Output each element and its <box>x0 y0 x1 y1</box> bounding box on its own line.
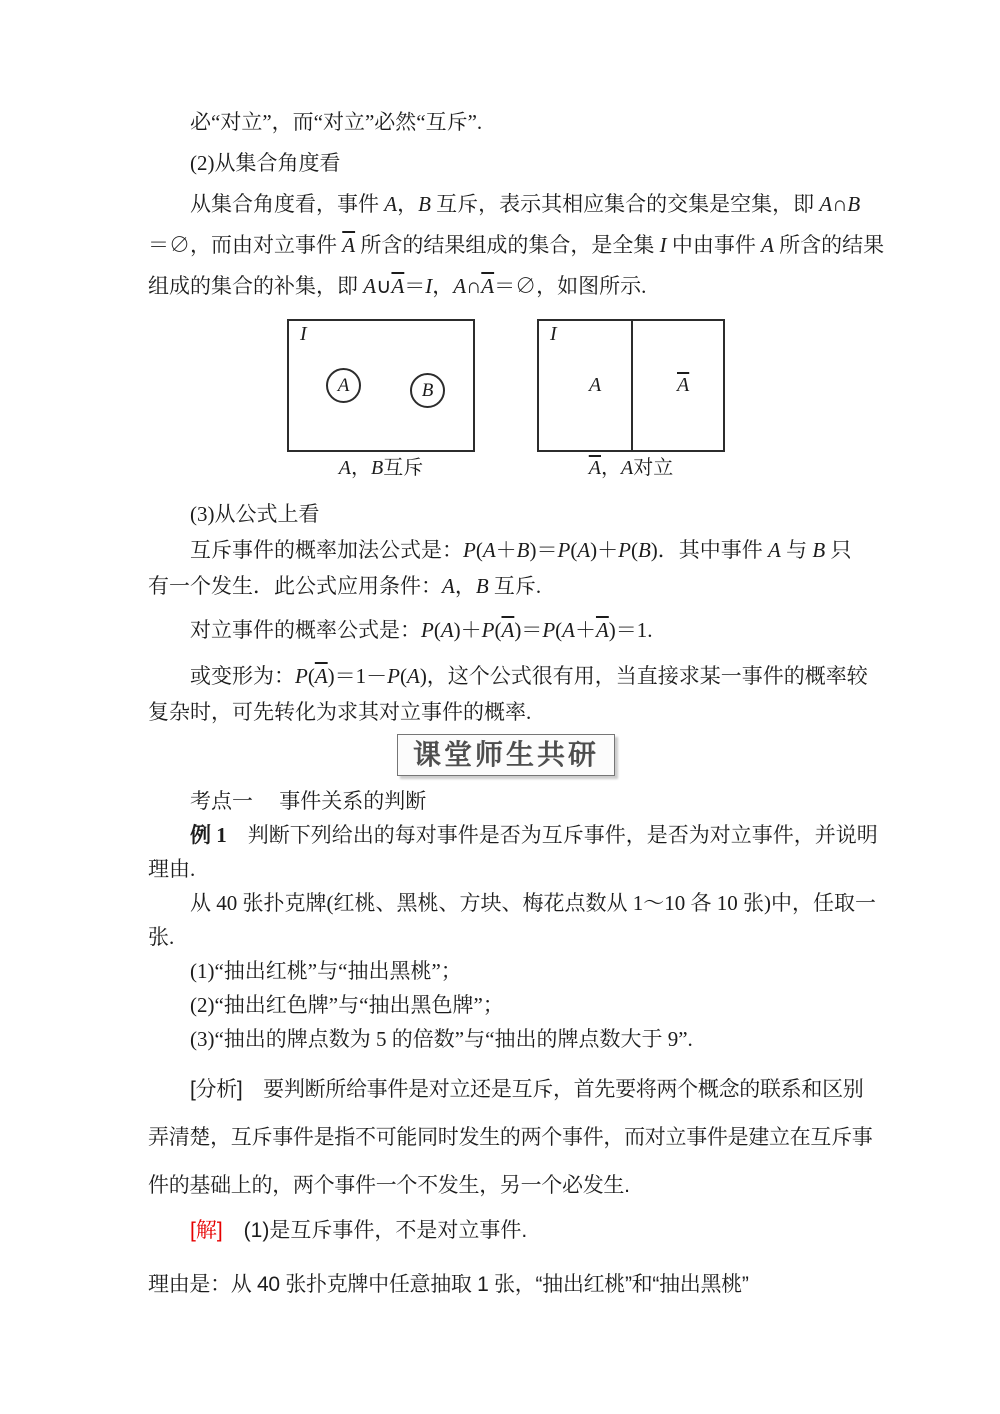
text-segment: P <box>463 538 476 562</box>
page-content <box>148 0 885 1305</box>
text-line <box>148 225 885 266</box>
example-section <box>148 784 878 1056</box>
text-segment: ∩ <box>832 192 848 216</box>
text-segment: ， <box>432 274 454 298</box>
text-segment: 弄清楚，互斥事件是指不可能同时发生的两个事件，而对立事件是建立在互斥事 <box>148 1126 873 1149</box>
text-segment: A <box>406 664 420 688</box>
text-segment: B <box>371 457 384 479</box>
text-segment: )＝ <box>514 618 543 642</box>
text-segment: )＝ <box>529 538 558 562</box>
universe-box-left <box>287 319 475 452</box>
intro-section <box>148 102 885 307</box>
text-segment: P <box>295 664 308 688</box>
text-segment: 中由事件 <box>666 233 762 257</box>
text-segment: 张. <box>148 925 175 949</box>
text-segment: $\overline{A}$ <box>342 233 356 257</box>
text-segment: (1)是互斥事件，不是对立事件. <box>222 1219 528 1242</box>
text-line <box>148 658 868 694</box>
text-segment: P <box>557 538 571 562</box>
text-segment: A <box>338 457 351 479</box>
text-segment: (3)从公式上看 <box>190 502 320 526</box>
text-line <box>148 1066 864 1114</box>
text-line <box>148 143 864 184</box>
text-segment: ( <box>570 538 578 562</box>
text-line <box>148 1022 864 1056</box>
text-segment: (2)“抽出红色牌”与“抽出黑色牌”； <box>190 993 504 1017</box>
text-segment: A <box>761 233 774 257</box>
text-line <box>148 532 864 568</box>
text-segment: B <box>418 192 431 216</box>
text-segment: $\overline{A}$ <box>501 618 515 642</box>
text-segment: A <box>363 274 377 298</box>
text-segment: A <box>442 574 455 598</box>
text-segment: B <box>475 574 489 598</box>
text-segment: ( <box>475 538 483 562</box>
text-line <box>148 694 864 730</box>
text-segment: A <box>621 457 634 479</box>
text-segment: 有一个发生．此公式应用条件： <box>148 574 442 598</box>
universe-label: I <box>550 323 557 345</box>
text-segment: (2)从集合角度看 <box>190 151 341 175</box>
text-segment: $\overline{A}$ <box>391 274 405 298</box>
set-a-circle: A <box>326 368 361 403</box>
text-segment: ( <box>494 618 502 642</box>
text-segment: 互斥 <box>383 457 424 479</box>
text-segment: ＝∅，而由对立事件 <box>148 233 343 257</box>
analysis-section <box>148 1066 873 1210</box>
text-line <box>148 1114 873 1162</box>
text-segment: P <box>481 618 495 642</box>
text-segment: 互斥事件的概率加法公式是： <box>190 538 463 562</box>
text-segment: $\overline{A}$ <box>595 618 609 642</box>
text-segment: A <box>453 274 467 298</box>
text-line <box>148 920 864 954</box>
section-banner: 课堂师生共研 <box>397 734 615 776</box>
text-segment: B <box>637 538 651 562</box>
text-segment: P <box>421 618 434 642</box>
text-segment: )，这个公式很有用，当直接求某一事件的概率较 <box>419 664 868 688</box>
text-segment: )＋ <box>453 618 482 642</box>
text-segment: 考点一 事件关系的判断 <box>190 789 427 813</box>
text-line <box>148 954 864 988</box>
text-line <box>148 988 864 1022</box>
text-segment: $\overline{A}$ <box>481 274 495 298</box>
text-segment: I <box>659 233 667 257</box>
text-segment: 组成的集合的补集，即 <box>148 274 364 298</box>
text-segment: P <box>542 618 556 642</box>
text-segment: B <box>516 538 530 562</box>
text-segment: $\overline{A}$ <box>314 664 328 688</box>
text-segment: A <box>768 538 781 562</box>
text-segment: ， <box>351 457 371 479</box>
text-line <box>148 568 864 604</box>
text-segment: A <box>482 538 496 562</box>
text-segment: )．其中事件 <box>650 538 769 562</box>
text-segment: 例 1 <box>190 823 227 847</box>
text-segment: ( <box>307 664 315 688</box>
formula-section <box>148 496 868 730</box>
text-segment: ( <box>630 538 638 562</box>
text-segment: 判断下列给出的每对事件是否为互斥事件，是否为对立事件，并说明 <box>226 823 878 847</box>
text-segment: A <box>562 618 575 642</box>
text-segment: 所含的结果组成的集合，是全集 <box>355 233 660 257</box>
text-segment: )＝1－ <box>327 664 388 688</box>
text-segment: 必“对立”，而“对立”必然“互斥”. <box>190 110 483 134</box>
set-b-circle: B <box>410 373 445 408</box>
text-segment: ＝ <box>404 274 426 298</box>
text-segment: ， <box>454 574 476 598</box>
text-segment: 所含的结果 <box>773 233 885 257</box>
text-line <box>148 818 878 852</box>
figure-caption-mutually-exclusive <box>287 454 475 482</box>
text-segment: 互斥. <box>488 574 542 598</box>
text-segment: P <box>387 664 400 688</box>
text-segment: 从 40 张扑克牌(红桃、黑桃、方块、梅花点数从 1～10 各 10 张)中，任取一 <box>190 891 876 915</box>
solution-section <box>148 1210 864 1305</box>
text-line <box>148 496 864 532</box>
text-line <box>148 266 864 307</box>
text-segment: I <box>425 274 433 298</box>
text-line <box>148 1265 864 1305</box>
text-segment: [分析] 要判断所给事件是对立还是互斥，首先要将两个概念的联系和区别 <box>190 1078 864 1101</box>
text-segment: A <box>577 538 591 562</box>
text-segment: A <box>819 192 833 216</box>
text-segment: ∪ <box>376 274 392 298</box>
set-a-complement-label: $\overline{A}$ <box>677 374 690 396</box>
text-segment: ＋ <box>495 538 517 562</box>
text-segment: B <box>812 538 826 562</box>
text-segment: [解] <box>190 1219 223 1242</box>
text-segment: A <box>440 618 454 642</box>
text-line <box>148 1162 864 1210</box>
text-segment: ＋ <box>574 618 596 642</box>
text-line <box>148 886 876 920</box>
text-segment: ∩ <box>466 274 482 298</box>
text-segment: B <box>847 192 861 216</box>
divider-line <box>631 321 633 450</box>
set-a-label: A <box>589 374 602 396</box>
text-line <box>148 184 864 225</box>
figure-complementary <box>537 319 725 482</box>
text-segment: 对立事件的概率公式是： <box>190 618 421 642</box>
text-segment: 对立 <box>633 457 674 479</box>
text-segment: A <box>384 192 398 216</box>
universe-box-right <box>537 319 725 452</box>
text-segment: 或变形为： <box>190 664 295 688</box>
text-segment: ， <box>397 192 419 216</box>
banner-row <box>148 734 864 776</box>
text-segment: 理由是：从 40 张扑克牌中任意抽取 1 张，“抽出红桃”和“抽出黑桃” <box>148 1273 749 1296</box>
venn-diagrams <box>148 319 864 482</box>
text-line <box>148 852 864 886</box>
text-segment: )＝1. <box>608 618 653 642</box>
text-segment: 从集合角度看，事件 <box>190 192 385 216</box>
text-segment: (3)“抽出的牌点数为 5 的倍数”与“抽出的牌点数大于 9”. <box>190 1027 693 1051</box>
text-segment: 复杂时，可先转化为求其对立事件的概率. <box>148 700 532 724</box>
text-segment: $\overline{A}$ <box>588 457 601 479</box>
text-segment: 件的基础上的，两个事件一个不发生，另一个必发生. <box>148 1174 630 1197</box>
text-segment: ＝∅，如图所示. <box>494 274 647 298</box>
text-line <box>148 1210 864 1251</box>
text-segment: (1)“抽出红桃”与“抽出黑桃”； <box>190 959 462 983</box>
text-segment: 只 <box>825 538 852 562</box>
universe-label: I <box>300 323 307 345</box>
text-segment: 与 <box>780 538 813 562</box>
text-line <box>148 102 864 143</box>
figure-caption-complementary <box>537 454 725 482</box>
text-segment: )＋ <box>590 538 619 562</box>
text-segment: ( <box>433 618 441 642</box>
text-segment: ( <box>399 664 407 688</box>
text-segment: P <box>618 538 631 562</box>
text-segment: ( <box>555 618 563 642</box>
text-segment: 理由. <box>148 857 196 881</box>
text-segment: 互斥，表示其相应集合的交集是空集，即 <box>430 192 820 216</box>
text-line <box>148 784 864 818</box>
text-line <box>148 612 864 648</box>
figure-mutually-exclusive <box>287 319 475 482</box>
text-segment: ， <box>601 457 621 479</box>
